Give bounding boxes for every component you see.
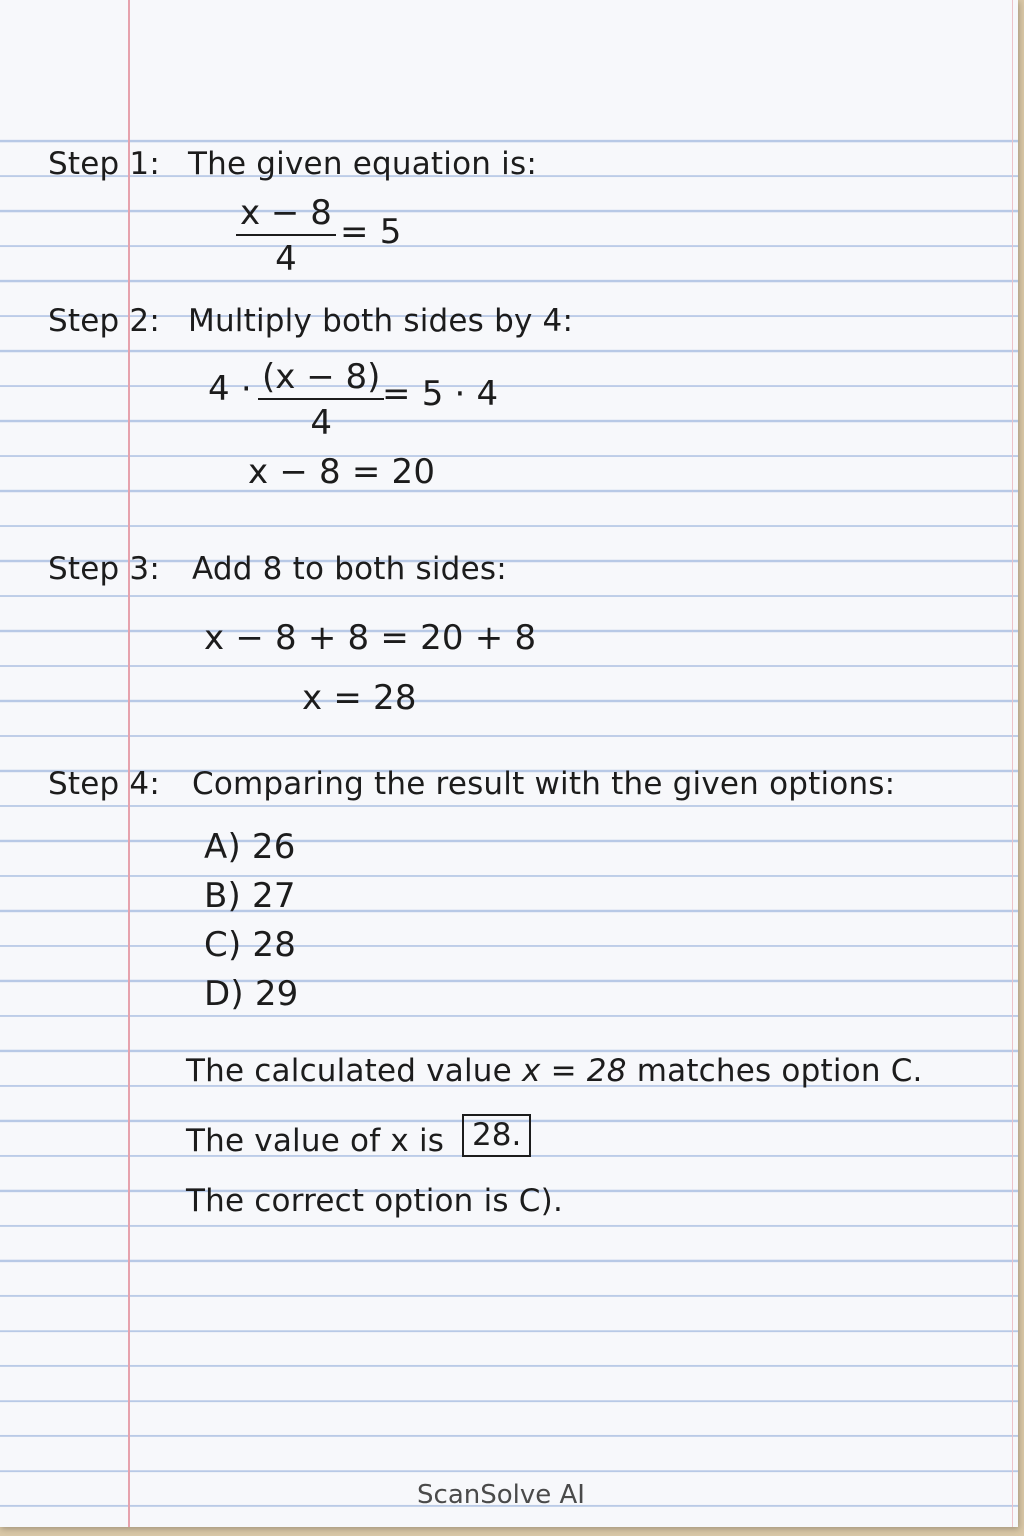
- conclusion-correct-option: The correct option is C).: [186, 1183, 563, 1219]
- step-1-rhs: = 5: [340, 212, 402, 252]
- step-3-line-2: x = 28: [302, 678, 417, 718]
- step-2-fraction: [258, 357, 384, 443]
- step-4-label: Step 4:: [48, 766, 161, 802]
- conclusion-match-prefix: The calculated value: [186, 1053, 512, 1089]
- boxed-answer: 28.: [462, 1114, 531, 1157]
- option-d: D) 29: [204, 974, 299, 1014]
- brand-watermark: ScanSolve AI: [417, 1480, 585, 1510]
- step-2-rhs: = 5 · 4: [382, 374, 499, 414]
- conclusion-value-prefix: The value of x is: [186, 1123, 445, 1159]
- step-2-multiplier: 4 ·: [208, 369, 252, 409]
- option-a: A) 26: [204, 827, 296, 867]
- conclusion-match-value: x = 28: [521, 1053, 627, 1089]
- step-1-numerator: x − 8: [240, 193, 332, 233]
- option-b: B) 27: [204, 876, 296, 916]
- step-2-label: Step 2:: [48, 303, 161, 339]
- option-c: C) 28: [204, 925, 297, 965]
- conclusion-match-line: [186, 1053, 923, 1089]
- step-3-line-1: x − 8 + 8 = 20 + 8: [204, 618, 537, 658]
- step-2-denominator: 4: [310, 403, 333, 443]
- step-1-text: The given equation is:: [188, 146, 537, 182]
- right-margin-line: [1012, 0, 1013, 1527]
- step-2-numerator: (x − 8): [262, 357, 381, 397]
- left-margin-line: [128, 0, 130, 1527]
- conclusion-match-suffix: matches option C.: [636, 1053, 923, 1089]
- step-3-text: Add 8 to both sides:: [192, 551, 507, 587]
- step-3-label: Step 3:: [48, 551, 161, 587]
- step-1-denominator: 4: [275, 239, 297, 279]
- step-1-label: Step 1:: [48, 146, 161, 182]
- step-2-text: Multiply both sides by 4:: [188, 303, 574, 339]
- step-4-text: Comparing the result with the given options:: [192, 766, 896, 802]
- step-2-result: x − 8 = 20: [248, 452, 436, 492]
- step-1-fraction: [236, 193, 336, 279]
